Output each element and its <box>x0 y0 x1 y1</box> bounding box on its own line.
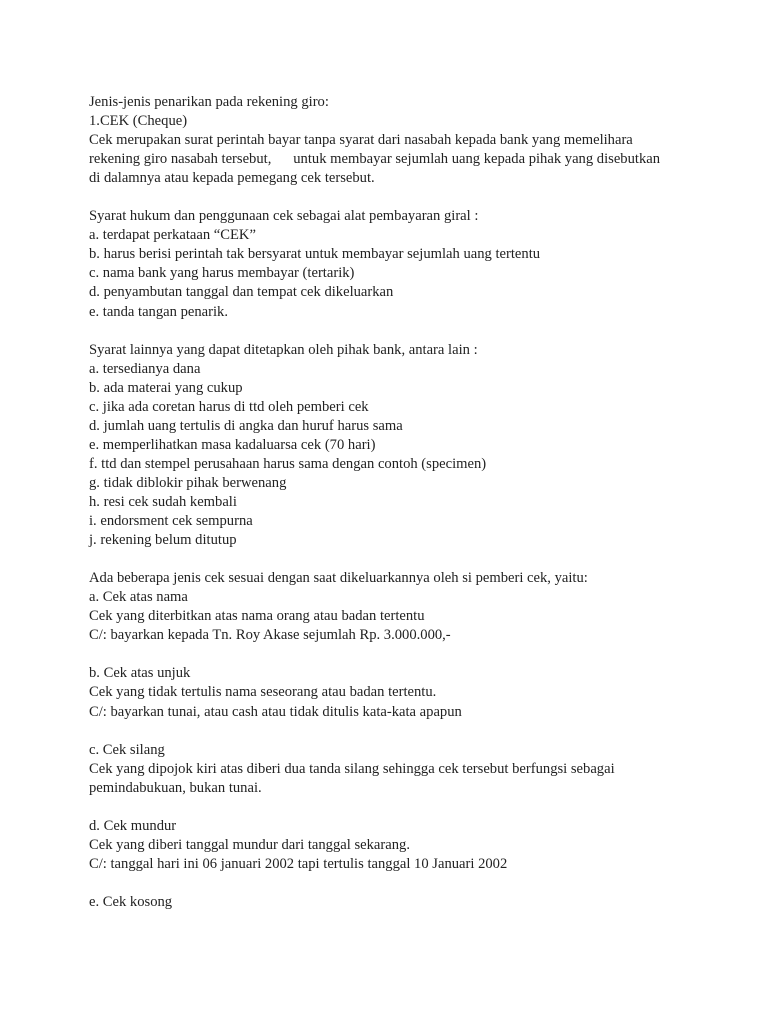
cek-type-example: C/: tanggal hari ini 06 januari 2002 tapi tertulis tanggal 10 Januari 2002 <box>89 855 508 872</box>
document-body <box>89 93 749 912</box>
list-item: c. jika ada coretan harus di ttd oleh pemberi cek <box>89 398 369 415</box>
list-item: b. harus berisi perintah tak bersyarat untuk membayar sejumlah uang tertentu <box>89 246 541 263</box>
cek-type-description: Cek yang tidak tertulis nama seseorang atau badan tertentu. <box>89 684 437 701</box>
cek-type-description: Cek yang dipojok kiri atas diberi dua tanda silang sehingga cek tersebut berfungsi sebagai <box>89 760 615 777</box>
cek-type-example: C/: bayarkan tunai, atau cash atau tidak ditulis kata-kata apapun <box>89 703 462 720</box>
spacer <box>89 645 749 664</box>
section-heading-syarat-lain: Syarat lainnya yang dapat ditetapkan oleh pihak bank, antara lain : <box>89 341 478 358</box>
spacer <box>89 322 749 341</box>
list-item: h. resi cek sudah kembali <box>89 493 237 510</box>
cek-type-title: b. Cek atas unjuk <box>89 665 191 682</box>
cek-type-example: C/: bayarkan kepada Tn. Roy Akase sejumlah Rp. 3.000.000,- <box>89 627 451 644</box>
list-item: c. nama bank yang harus membayar (tertarik) <box>89 265 355 282</box>
cek-type-description: pemindabukuan, bukan tunai. <box>89 779 262 796</box>
spacer <box>89 798 749 817</box>
list-item: a. tersedianya dana <box>89 360 201 377</box>
cek-type-title: d. Cek mundur <box>89 817 177 834</box>
spacer <box>89 550 749 569</box>
definition-line: rekening giro nasabah tersebut, untuk membayar sejumlah uang kepada pihak yang disebutkan <box>89 151 661 168</box>
list-item: b. ada materai yang cukup <box>89 379 243 396</box>
definition-line: di dalamnya atau kepada pemegang cek tersebut. <box>89 170 375 187</box>
list-item: f. ttd dan stempel perusahaan harus sama dengan contoh (specimen) <box>89 455 487 472</box>
cek-type-description: Cek yang diterbitkan atas nama orang atau badan tertentu <box>89 608 425 625</box>
cek-subheading: 1.CEK (Cheque) <box>89 113 188 130</box>
definition-line: Cek merupakan surat perintah bayar tanpa syarat dari nasabah kepada bank yang memelihara <box>89 132 633 149</box>
spacer <box>89 874 749 893</box>
list-item: a. terdapat perkataan “CEK” <box>89 227 256 244</box>
cek-type-title: c. Cek silang <box>89 741 165 758</box>
list-item: e. memperlihatkan masa kadaluarsa cek (70 hari) <box>89 436 376 453</box>
list-item: g. tidak diblokir pihak berwenang <box>89 474 287 491</box>
cek-type-title: e. Cek kosong <box>89 893 173 910</box>
list-item: j. rekening belum ditutup <box>89 532 237 549</box>
section-heading-jenis-cek: Ada beberapa jenis cek sesuai dengan saat dikeluarkannya oleh si pemberi cek, yaitu: <box>89 570 588 587</box>
list-item: e. tanda tangan penarik. <box>89 303 228 320</box>
list-item: d. jumlah uang tertulis di angka dan huruf harus sama <box>89 417 403 434</box>
spacer <box>89 722 749 741</box>
list-item: i. endorsment cek sempurna <box>89 513 253 530</box>
section-heading-giro: Jenis-jenis penarikan pada rekening giro: <box>89 94 329 110</box>
cek-type-title: a. Cek atas nama <box>89 589 188 606</box>
section-heading-syarat-hukum: Syarat hukum dan penggunaan cek sebagai alat pembayaran giral : <box>89 208 479 225</box>
list-item: d. penyambutan tanggal dan tempat cek dikeluarkan <box>89 284 394 301</box>
cek-type-description: Cek yang diberi tanggal mundur dari tanggal sekarang. <box>89 836 410 853</box>
spacer <box>89 188 749 207</box>
